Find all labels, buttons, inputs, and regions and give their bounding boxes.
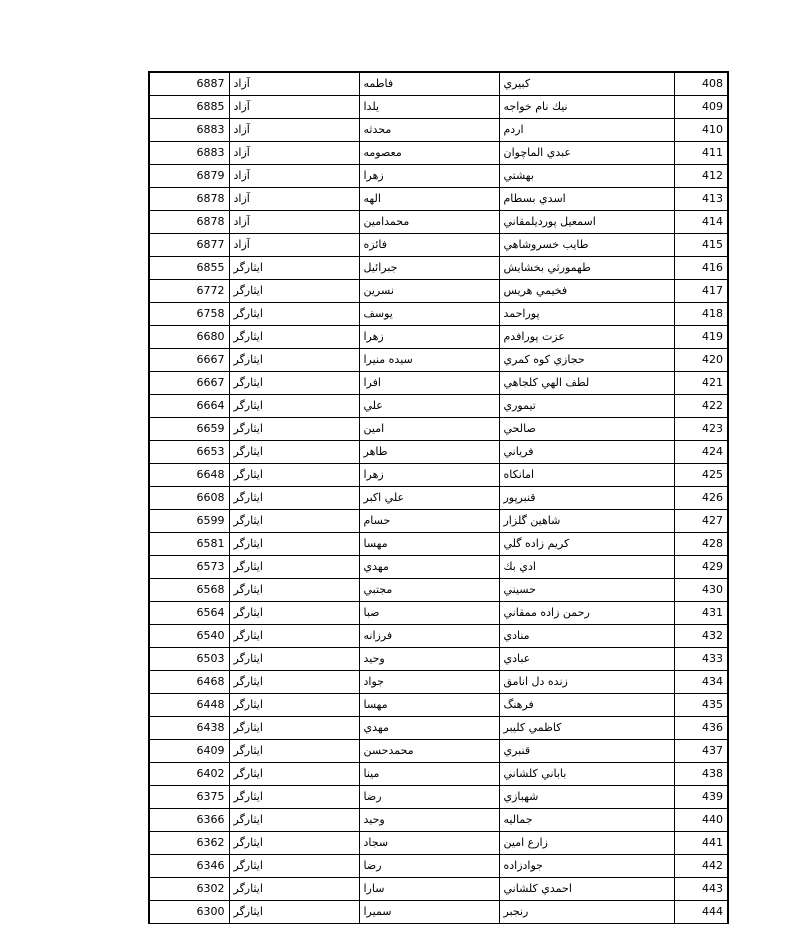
- first-name-cell: يلدا: [359, 96, 499, 119]
- row-number-cell: 414: [674, 211, 728, 234]
- last-name-cell: نيك نام خواجه: [499, 96, 674, 119]
- table-row: [149, 211, 728, 234]
- first-name-cell: مجتبي: [359, 579, 499, 602]
- table-row: [149, 257, 728, 280]
- first-name-cell: جبرائيل: [359, 257, 499, 280]
- row-number-cell: 411: [674, 142, 728, 165]
- score-cell: 6659: [149, 418, 229, 441]
- first-name-cell: زهرا: [359, 165, 499, 188]
- row-number-cell: 431: [674, 602, 728, 625]
- first-name-cell: سجاد: [359, 832, 499, 855]
- score-cell: 6878: [149, 188, 229, 211]
- quota-type-cell: ايثارگر: [229, 464, 359, 487]
- quota-type-cell: آزاد: [229, 234, 359, 257]
- first-name-cell: فاطمه: [359, 72, 499, 96]
- table-row: [149, 510, 728, 533]
- quota-type-cell: ايثارگر: [229, 717, 359, 740]
- score-cell: 6302: [149, 878, 229, 901]
- table-row: [149, 648, 728, 671]
- first-name-cell: افرا: [359, 372, 499, 395]
- quota-type-cell: ايثارگر: [229, 809, 359, 832]
- first-name-cell: طاهر: [359, 441, 499, 464]
- first-name-cell: رضا: [359, 855, 499, 878]
- table-row: [149, 763, 728, 786]
- last-name-cell: طهمورثي بخشايش: [499, 257, 674, 280]
- first-name-cell: محمدامين: [359, 211, 499, 234]
- row-number-cell: 441: [674, 832, 728, 855]
- quota-type-cell: ايثارگر: [229, 533, 359, 556]
- row-number-cell: 417: [674, 280, 728, 303]
- first-name-cell: فرزانه: [359, 625, 499, 648]
- row-number-cell: 435: [674, 694, 728, 717]
- quota-type-cell: ايثارگر: [229, 740, 359, 763]
- quota-type-cell: ايثارگر: [229, 671, 359, 694]
- quota-type-cell: ايثارگر: [229, 855, 359, 878]
- table-row: [149, 602, 728, 625]
- last-name-cell: حجازي كوه كمري: [499, 349, 674, 372]
- row-number-cell: 418: [674, 303, 728, 326]
- last-name-cell: اسدي بسطام: [499, 188, 674, 211]
- last-name-cell: كبيري: [499, 72, 674, 96]
- table-row: [149, 809, 728, 832]
- last-name-cell: فرهنگ: [499, 694, 674, 717]
- quota-type-cell: ايثارگر: [229, 786, 359, 809]
- first-name-cell: علي: [359, 395, 499, 418]
- last-name-cell: رنجبر: [499, 901, 674, 924]
- last-name-cell: امانكاه: [499, 464, 674, 487]
- row-number-cell: 440: [674, 809, 728, 832]
- table-row: [149, 579, 728, 602]
- row-number-cell: 419: [674, 326, 728, 349]
- score-cell: 6877: [149, 234, 229, 257]
- row-number-cell: 422: [674, 395, 728, 418]
- score-cell: 6409: [149, 740, 229, 763]
- first-name-cell: زهرا: [359, 326, 499, 349]
- table-row: [149, 441, 728, 464]
- table-row: [149, 671, 728, 694]
- last-name-cell: قنبرپور: [499, 487, 674, 510]
- table-row: [149, 717, 728, 740]
- quota-type-cell: ايثارگر: [229, 901, 359, 924]
- first-name-cell: مهسا: [359, 694, 499, 717]
- table-row: [149, 740, 728, 763]
- last-name-cell: احمدي كلشاني: [499, 878, 674, 901]
- table-row: [149, 188, 728, 211]
- score-cell: 6564: [149, 602, 229, 625]
- score-cell: 6568: [149, 579, 229, 602]
- quota-type-cell: ايثارگر: [229, 395, 359, 418]
- row-number-cell: 420: [674, 349, 728, 372]
- table-row: [149, 303, 728, 326]
- last-name-cell: فرياني: [499, 441, 674, 464]
- quota-type-cell: ايثارگر: [229, 372, 359, 395]
- last-name-cell: شهبازي: [499, 786, 674, 809]
- last-name-cell: جوادزاده: [499, 855, 674, 878]
- first-name-cell: محدثه: [359, 119, 499, 142]
- row-number-cell: 424: [674, 441, 728, 464]
- row-number-cell: 443: [674, 878, 728, 901]
- table-row: [149, 418, 728, 441]
- row-number-cell: 426: [674, 487, 728, 510]
- table-row: [149, 395, 728, 418]
- last-name-cell: زارع امين: [499, 832, 674, 855]
- row-number-cell: 437: [674, 740, 728, 763]
- row-number-cell: 433: [674, 648, 728, 671]
- last-name-cell: جماليه: [499, 809, 674, 832]
- score-cell: 6581: [149, 533, 229, 556]
- first-name-cell: الهه: [359, 188, 499, 211]
- first-name-cell: جواد: [359, 671, 499, 694]
- score-cell: 6300: [149, 901, 229, 924]
- first-name-cell: صبا: [359, 602, 499, 625]
- first-name-cell: فائزه: [359, 234, 499, 257]
- score-cell: 6758: [149, 303, 229, 326]
- last-name-cell: تيموري: [499, 395, 674, 418]
- score-cell: 6540: [149, 625, 229, 648]
- score-cell: 6883: [149, 119, 229, 142]
- score-cell: 6648: [149, 464, 229, 487]
- last-name-cell: قنبري: [499, 740, 674, 763]
- table-row: [149, 165, 728, 188]
- score-cell: 6346: [149, 855, 229, 878]
- score-cell: 6438: [149, 717, 229, 740]
- last-name-cell: ادي بك: [499, 556, 674, 579]
- row-number-cell: 416: [674, 257, 728, 280]
- first-name-cell: زهرا: [359, 464, 499, 487]
- quota-type-cell: ايثارگر: [229, 280, 359, 303]
- score-cell: 6664: [149, 395, 229, 418]
- quota-type-cell: ايثارگر: [229, 832, 359, 855]
- quota-type-cell: ايثارگر: [229, 510, 359, 533]
- first-name-cell: رضا: [359, 786, 499, 809]
- row-number-cell: 430: [674, 579, 728, 602]
- quota-type-cell: آزاد: [229, 165, 359, 188]
- quota-type-cell: آزاد: [229, 188, 359, 211]
- score-cell: 6366: [149, 809, 229, 832]
- score-cell: 6402: [149, 763, 229, 786]
- score-cell: 6599: [149, 510, 229, 533]
- table-row: [149, 901, 728, 924]
- first-name-cell: سارا: [359, 878, 499, 901]
- quota-type-cell: ايثارگر: [229, 349, 359, 372]
- table-row: [149, 625, 728, 648]
- table-row: [149, 119, 728, 142]
- first-name-cell: مهدي: [359, 717, 499, 740]
- first-name-cell: وحيد: [359, 648, 499, 671]
- row-number-cell: 409: [674, 96, 728, 119]
- last-name-cell: بهشتي: [499, 165, 674, 188]
- first-name-cell: سيده منيرا: [359, 349, 499, 372]
- quota-type-cell: ايثارگر: [229, 487, 359, 510]
- first-name-cell: معصومه: [359, 142, 499, 165]
- score-cell: 6468: [149, 671, 229, 694]
- last-name-cell: عبدي الماچوان: [499, 142, 674, 165]
- first-name-cell: وحيد: [359, 809, 499, 832]
- table-row: [149, 855, 728, 878]
- row-number-cell: 425: [674, 464, 728, 487]
- table-row: [149, 372, 728, 395]
- score-cell: 6608: [149, 487, 229, 510]
- quota-type-cell: ايثارگر: [229, 579, 359, 602]
- table-row: [149, 96, 728, 119]
- row-number-cell: 438: [674, 763, 728, 786]
- row-number-cell: 429: [674, 556, 728, 579]
- last-name-cell: اسمعيل پورديلمقاني: [499, 211, 674, 234]
- row-number-cell: 428: [674, 533, 728, 556]
- score-cell: 6883: [149, 142, 229, 165]
- score-cell: 6772: [149, 280, 229, 303]
- last-name-cell: لطف الهي كلجاهي: [499, 372, 674, 395]
- score-cell: 6375: [149, 786, 229, 809]
- last-name-cell: منادي: [499, 625, 674, 648]
- last-name-cell: باباني كلشاني: [499, 763, 674, 786]
- table-row: [149, 832, 728, 855]
- table-row: [149, 464, 728, 487]
- first-name-cell: نسرين: [359, 280, 499, 303]
- table-row: [149, 487, 728, 510]
- row-number-cell: 427: [674, 510, 728, 533]
- row-number-cell: 408: [674, 72, 728, 96]
- score-cell: 6878: [149, 211, 229, 234]
- last-name-cell: فخيمي هريس: [499, 280, 674, 303]
- table-row: [149, 326, 728, 349]
- table-row: [149, 694, 728, 717]
- last-name-cell: حسيني: [499, 579, 674, 602]
- last-name-cell: شاهين گلزار: [499, 510, 674, 533]
- score-cell: 6653: [149, 441, 229, 464]
- table-row: [149, 786, 728, 809]
- table-row: [149, 878, 728, 901]
- last-name-cell: اردم: [499, 119, 674, 142]
- score-cell: 6362: [149, 832, 229, 855]
- quota-type-cell: آزاد: [229, 72, 359, 96]
- quota-type-cell: ايثارگر: [229, 418, 359, 441]
- row-number-cell: 421: [674, 372, 728, 395]
- row-number-cell: 413: [674, 188, 728, 211]
- first-name-cell: سميرا: [359, 901, 499, 924]
- score-cell: 6680: [149, 326, 229, 349]
- row-number-cell: 444: [674, 901, 728, 924]
- row-number-cell: 415: [674, 234, 728, 257]
- row-number-cell: 423: [674, 418, 728, 441]
- ranking-table-body: [149, 72, 728, 924]
- score-cell: 6887: [149, 72, 229, 96]
- table-row: [149, 72, 728, 96]
- last-name-cell: پوراحمد: [499, 303, 674, 326]
- last-name-cell: طايب خسروشاهي: [499, 234, 674, 257]
- score-cell: 6667: [149, 349, 229, 372]
- last-name-cell: عبادي: [499, 648, 674, 671]
- table-row: [149, 142, 728, 165]
- quota-type-cell: ايثارگر: [229, 694, 359, 717]
- row-number-cell: 439: [674, 786, 728, 809]
- row-number-cell: 436: [674, 717, 728, 740]
- score-cell: 6855: [149, 257, 229, 280]
- quota-type-cell: ايثارگر: [229, 441, 359, 464]
- quota-type-cell: ايثارگر: [229, 763, 359, 786]
- table-row: [149, 349, 728, 372]
- quota-type-cell: ايثارگر: [229, 602, 359, 625]
- table-row: [149, 280, 728, 303]
- quota-type-cell: آزاد: [229, 211, 359, 234]
- last-name-cell: صالحي: [499, 418, 674, 441]
- quota-type-cell: ايثارگر: [229, 625, 359, 648]
- table-row: [149, 234, 728, 257]
- quota-type-cell: ايثارگر: [229, 556, 359, 579]
- score-cell: 6573: [149, 556, 229, 579]
- score-cell: 6448: [149, 694, 229, 717]
- quota-type-cell: آزاد: [229, 119, 359, 142]
- first-name-cell: مينا: [359, 763, 499, 786]
- quota-type-cell: ايثارگر: [229, 648, 359, 671]
- score-cell: 6667: [149, 372, 229, 395]
- score-cell: 6503: [149, 648, 229, 671]
- quota-type-cell: ايثارگر: [229, 303, 359, 326]
- first-name-cell: حسام: [359, 510, 499, 533]
- score-cell: 6885: [149, 96, 229, 119]
- row-number-cell: 442: [674, 855, 728, 878]
- row-number-cell: 434: [674, 671, 728, 694]
- quota-type-cell: ايثارگر: [229, 257, 359, 280]
- first-name-cell: امين: [359, 418, 499, 441]
- first-name-cell: يوسف: [359, 303, 499, 326]
- quota-type-cell: ايثارگر: [229, 326, 359, 349]
- last-name-cell: عزت پورافدم: [499, 326, 674, 349]
- first-name-cell: مهدي: [359, 556, 499, 579]
- last-name-cell: زنده دل انامق: [499, 671, 674, 694]
- quota-type-cell: ايثارگر: [229, 878, 359, 901]
- table-row: [149, 533, 728, 556]
- score-cell: 6879: [149, 165, 229, 188]
- ranking-table: [148, 71, 729, 924]
- table-row: [149, 556, 728, 579]
- quota-type-cell: آزاد: [229, 142, 359, 165]
- quota-type-cell: آزاد: [229, 96, 359, 119]
- last-name-cell: كاظمي كليبر: [499, 717, 674, 740]
- row-number-cell: 410: [674, 119, 728, 142]
- row-number-cell: 412: [674, 165, 728, 188]
- first-name-cell: علي اكبر: [359, 487, 499, 510]
- last-name-cell: رحمن زاده ممقاني: [499, 602, 674, 625]
- last-name-cell: كريم زاده گلي: [499, 533, 674, 556]
- first-name-cell: مهسا: [359, 533, 499, 556]
- first-name-cell: محمدحسن: [359, 740, 499, 763]
- row-number-cell: 432: [674, 625, 728, 648]
